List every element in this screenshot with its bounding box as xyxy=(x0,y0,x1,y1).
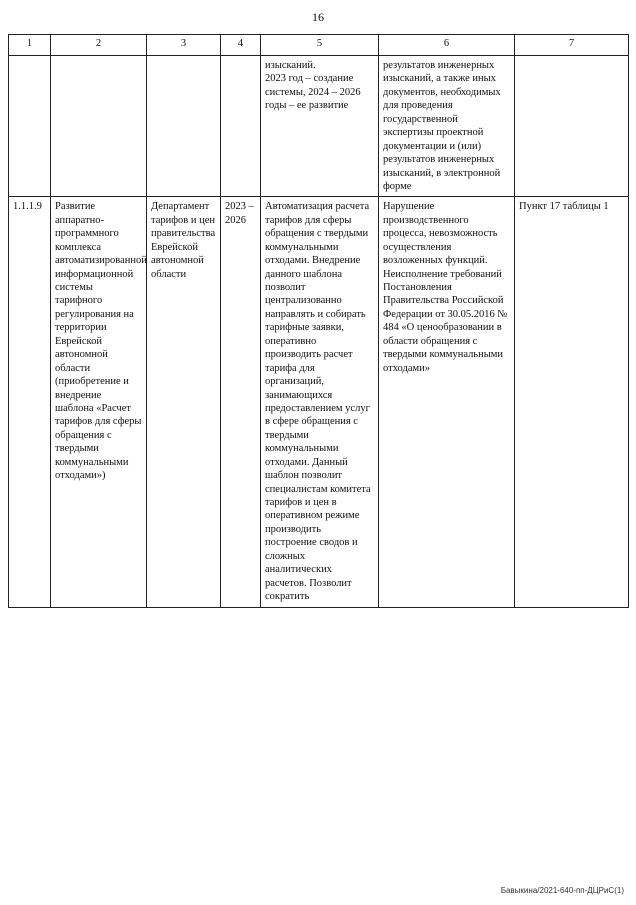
executor: Департамент тарифов и цен правительства Еврейской автономной области xyxy=(147,197,221,607)
continuation-row xyxy=(9,56,629,197)
cont-cell-4 xyxy=(221,56,261,197)
period: 2023 – 2026 xyxy=(221,197,261,607)
cont-consequences-cell: результатов инженерных изысканий, а также иных документов, необходимых для проведения государственной экспертизы проектной документации и (или) результатов инженерных изысканий, в электронной форме xyxy=(379,56,515,197)
cont-cell-1 xyxy=(9,56,51,197)
column-number: 1 xyxy=(9,35,51,56)
column-numbers-row xyxy=(9,35,629,56)
consequences: Нарушение производственного процесса, невозможность осуществления возложенных функций. Неисполнение требований Постановления Правительства Российской Федерации от 30.05.2016 № 484 «О ценообразовании в области обращения с твердыми коммунальными отходами» xyxy=(379,197,515,607)
measures-table xyxy=(8,34,629,608)
table-row xyxy=(9,197,629,607)
item-number: 1.1.1.9 xyxy=(9,197,51,607)
document-code: Бавыкина/2021-640-пп-ДЦРиС(1) xyxy=(500,886,624,895)
cont-cell-2 xyxy=(51,56,147,197)
column-number: 7 xyxy=(515,35,629,56)
cont-result-cell: изысканий. 2023 год – создание системы, 2024 – 2026 годы – ее развитие xyxy=(261,56,379,197)
column-number: 4 xyxy=(221,35,261,56)
cont-cell-3 xyxy=(147,56,221,197)
expected-result: Автоматизация расчета тарифов для сферы обращения с твердыми коммунальными отходами. Внедрение данного шаблона позволит централизованно направлять и собирать тарифные заявки, оперативно производить расчет тарифа для организаций, занимающихся предоставлением услуг в сфере обращения с твердыми коммунальными отходами. Данный шаблон позволит специалистам комитета тарифов и цен в оперативном режиме производить построение сводов и сложных аналитических расчетов. Позволит сократить xyxy=(261,197,379,607)
column-number: 3 xyxy=(147,35,221,56)
column-number: 2 xyxy=(51,35,147,56)
column-number: 5 xyxy=(261,35,379,56)
measure-name: Развитие аппаратно-программного комплекса автоматизированной информационной системы тарифного регулирования на территории Еврейской автономной области (приобретение и внедрение шаблона «Расчет тарифов для сферы обращения с твердыми коммунальными отходами») xyxy=(51,197,147,607)
page-number: 16 xyxy=(312,10,324,24)
reference-link: Пункт 17 таблицы 1 xyxy=(515,197,629,607)
column-number: 6 xyxy=(379,35,515,56)
cont-cell-7 xyxy=(515,56,629,197)
